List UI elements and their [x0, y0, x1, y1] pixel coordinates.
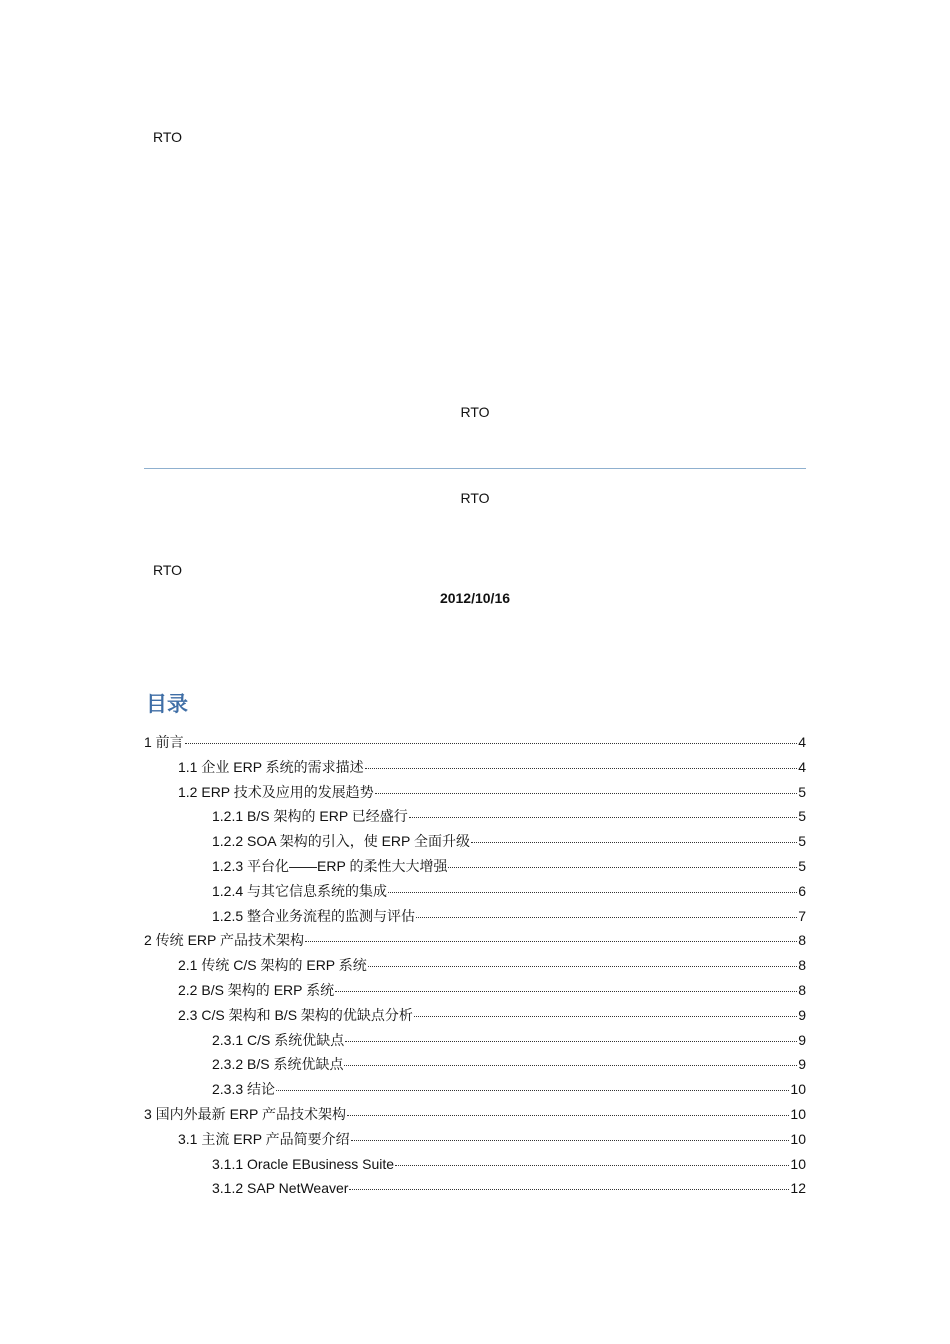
toc-entry[interactable] [144, 928, 806, 953]
toc-leader-dots [305, 940, 797, 942]
toc-leader-dots [388, 891, 797, 893]
toc-entry[interactable] [144, 780, 806, 805]
toc-entry-title[interactable]: 1.2.4 与其它信息系统的集成 [212, 882, 388, 899]
cover-title-label: RTO [460, 404, 490, 420]
toc-entry-title[interactable]: 2.2 B/S 架构的 ERP 系统 [178, 981, 335, 998]
toc-heading: 目录 [146, 692, 188, 716]
toc-entry-page[interactable]: 5 [798, 808, 806, 825]
toc-entry-title[interactable]: 3.1.1 Oracle EBusiness Suite [212, 1155, 395, 1172]
toc-entry[interactable] [144, 978, 806, 1003]
toc-entry-page[interactable]: 8 [798, 932, 806, 949]
toc-entry-page[interactable]: 10 [790, 1130, 806, 1147]
toc-leader-dots [344, 1064, 797, 1066]
toc-entry-title[interactable]: 3 国内外最新 ERP 产品技术架构 [144, 1105, 346, 1122]
toc-entry[interactable] [144, 1127, 806, 1152]
toc-leader-dots [448, 866, 797, 868]
toc-entry[interactable] [144, 879, 806, 904]
toc-entry-page[interactable]: 9 [798, 1006, 806, 1023]
toc-entry-title[interactable]: 3.1 主流 ERP 产品简要介绍 [178, 1130, 350, 1147]
toc-entry[interactable] [144, 1102, 806, 1127]
toc-entry[interactable] [144, 755, 806, 780]
toc-leader-dots [471, 841, 797, 843]
toc-entry-page[interactable]: 8 [798, 981, 806, 998]
toc-entry[interactable] [144, 904, 806, 929]
toc-entry[interactable] [144, 804, 806, 829]
toc-entry-page[interactable]: 7 [798, 907, 806, 924]
cover-label-top: RTO [153, 129, 183, 145]
toc-entry-title[interactable]: 1.2 ERP 技术及应用的发展趋势 [178, 783, 374, 800]
toc-entry-page[interactable]: 10 [790, 1155, 806, 1172]
toc-entry-title[interactable]: 2.3.1 C/S 系统优缺点 [212, 1031, 345, 1048]
cover-divider [144, 468, 806, 469]
toc-leader-dots [349, 1188, 789, 1190]
toc-entry-title[interactable]: 1 前言 [144, 734, 184, 750]
toc-entry[interactable] [144, 1176, 806, 1201]
toc-entry[interactable] [144, 1052, 806, 1077]
toc-entry[interactable] [144, 1028, 806, 1053]
toc-entry-page[interactable]: 4 [798, 734, 806, 750]
toc-leader-dots [414, 1015, 797, 1017]
toc-entry-page[interactable]: 9 [798, 1056, 806, 1073]
toc-entry-title[interactable]: 2 传统 ERP 产品技术架构 [144, 932, 304, 949]
toc-entry-page[interactable]: 5 [798, 833, 806, 850]
toc-leader-dots [416, 916, 797, 918]
toc-leader-dots [185, 742, 798, 744]
toc-entry-page[interactable]: 10 [790, 1105, 806, 1122]
toc-entry[interactable] [144, 1152, 806, 1177]
toc-entry-title[interactable]: 1.2.5 整合业务流程的监测与评估 [212, 907, 416, 924]
toc-entry-page[interactable]: 8 [798, 957, 806, 974]
toc-leader-dots [345, 1040, 797, 1042]
toc-entry-title[interactable]: 1.1 企业 ERP 系统的需求描述 [178, 758, 364, 775]
toc-entry-title[interactable]: 2.3 C/S 架构和 B/S 架构的优缺点分析 [178, 1006, 413, 1023]
toc-entry-title[interactable]: 2.3.3 结论 [212, 1081, 276, 1098]
toc-entry-page[interactable]: 9 [798, 1031, 806, 1048]
toc-entry-page[interactable]: 6 [798, 882, 806, 899]
toc-entry-title[interactable]: 1.2.1 B/S 架构的 ERP 已经盛行 [212, 808, 408, 825]
toc-entry[interactable] [144, 1077, 806, 1102]
toc-leader-dots [335, 990, 797, 992]
toc-leader-dots [347, 1114, 789, 1116]
toc-entry-page[interactable]: 10 [790, 1081, 806, 1098]
toc-entry[interactable] [144, 730, 806, 755]
toc-leader-dots [375, 792, 797, 794]
toc-entry-page[interactable]: 12 [790, 1180, 806, 1197]
cover-subtitle-label: RTO [460, 490, 490, 506]
cover-date: 2012/10/16 [439, 590, 511, 606]
toc-leader-dots [365, 767, 798, 769]
toc-entry-page[interactable]: 5 [798, 857, 806, 874]
toc-leader-dots [395, 1164, 789, 1166]
table-of-contents [144, 730, 806, 1201]
toc-leader-dots [276, 1089, 789, 1091]
toc-entry-title[interactable]: 2.3.2 B/S 系统优缺点 [212, 1056, 344, 1073]
toc-entry[interactable] [144, 953, 806, 978]
toc-entry-page[interactable]: 5 [798, 783, 806, 800]
toc-entry[interactable] [144, 1003, 806, 1028]
cover-author-label: RTO [153, 562, 183, 578]
toc-entry-title[interactable]: 1.2.3 平台化——ERP 的柔性大大增强 [212, 857, 448, 874]
toc-entry-page[interactable]: 4 [798, 758, 806, 775]
toc-entry-title[interactable]: 1.2.2 SOA 架构的引入，使 ERP 全面升级 [212, 833, 471, 850]
toc-leader-dots [351, 1139, 790, 1141]
toc-entry[interactable] [144, 829, 806, 854]
toc-leader-dots [368, 965, 797, 967]
toc-entry-title[interactable]: 3.1.2 SAP NetWeaver [212, 1180, 349, 1197]
toc-leader-dots [409, 816, 797, 818]
toc-entry-title[interactable]: 2.1 传统 C/S 架构的 ERP 系统 [178, 957, 367, 974]
toc-entry[interactable] [144, 854, 806, 879]
